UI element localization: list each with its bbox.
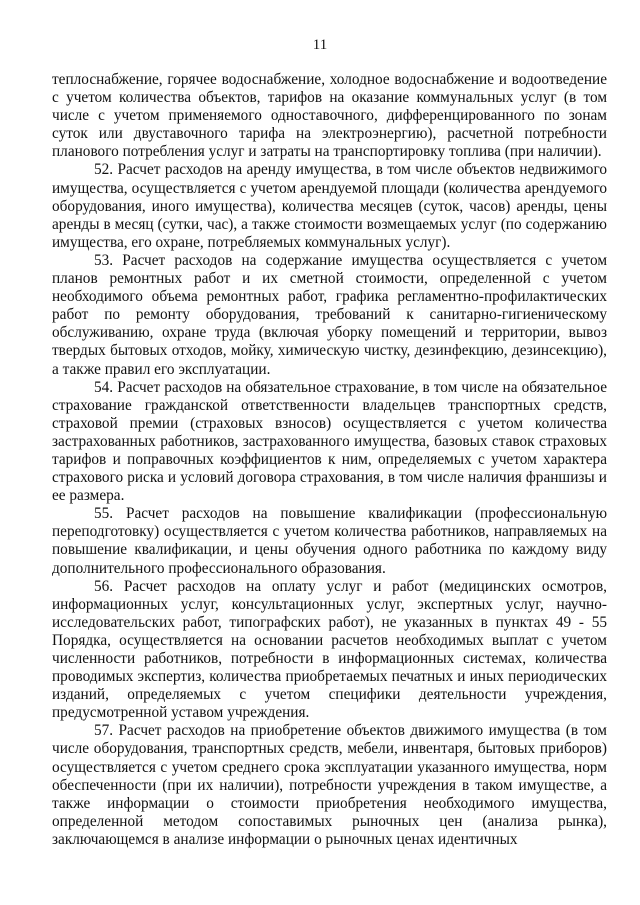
paragraph-53: 53. Расчет расходов на содержание имущества осуществляется с учетом планов ремонтных работ и их сметной стоимости, определенной с учетом необходимого объема ремонтных работ, графика регламентно-профилактических работ по ремонту оборудования, требований к санитарно-гигиеническому обслуживанию, охране труда (включая уборку помещений и территории, вывоз твердых бытовых отходов, мойку, химическую чистку, дезинфекцию, дезинсекцию), а также правил его эксплуатации. xyxy=(52,251,607,378)
paragraph-57: 57. Расчет расходов на приобретение объектов движимого имущества (в том числе оборудования, транспортных средств, мебели, инвентаря, бытовых приборов) осуществляется с учетом среднего срока эксплуатации указанного имущества, норм обеспеченности (при их наличии), потребности учреждения в таком имуществе, а также информации о стоимости приобретения необходимого имущества, определенной методом сопоставимых рыночных цен (анализа рынка), заключающемся в анализе информации о рыночных ценах идентичных xyxy=(52,722,607,848)
paragraph-continuation: теплоснабжение, горячее водоснабжение, холодное водоснабжение и водоотведение с учетом количества объектов, тарифов на оказание коммунальных услуг (в том числе с учетом применяемого одноставочного, дифференцированного по зонам суток или двуставочного тарифа на электроэнергию), расчетной потребности планового потребления услуг и затраты на транспортировку топлива (при наличии). xyxy=(52,71,607,161)
paragraph-55: 55. Расчет расходов на повышение квалификации (профессиональную переподготовку) осуществляется с учетом количества работников, направляемых на повышение квалификации, и цены обучения одного работника по каждому виду дополнительного профессионального образования. xyxy=(52,505,607,577)
paragraph-52: 52. Расчет расходов на аренду имущества, в том числе объектов недвижимого имущества, осуществляется с учетом арендуемой площади (количества арендуемого оборудования, иного имущества), количества месяцев (суток, часов) аренды, цены аренды в месяц (сутки, час), а также стоимости возмещаемых услуг (по содержанию имущества, его охране, потребляемых коммунальных услуг). xyxy=(52,161,607,251)
page-number: 11 xyxy=(312,37,328,53)
document-body xyxy=(52,71,607,849)
paragraph-56: 56. Расчет расходов на оплату услуг и работ (медицинских осмотров, информационных услуг, консультационных услуг, экспертных услуг, научно-исследовательских работ, типографских работ), не указанных в пунктах 49 - 55 Порядка, осуществляется на основании расчетов необходимых выплат с учетом численности работников, потребности в информационных системах, количества проводимых экспертиз, количества приобретаемых печатных и иных периодических изданий, определяемых с учетом специфики деятельности учреждения, предусмотренной уставом учреждения. xyxy=(52,577,607,722)
paragraph-54: 54. Расчет расходов на обязательное страхование, в том числе на обязательное страхование гражданской ответственности владельцев транспортных средств, страховой премии (страховых взносов) осуществляется с учетом количества застрахованных работников, застрахованного имущества, базовых ставок страховых тарифов и поправочных коэффициентов к ним, определяемых с учетом характера страхового риска и условий договора страхования, в том числе наличия франшизы и ее размера. xyxy=(52,378,607,505)
